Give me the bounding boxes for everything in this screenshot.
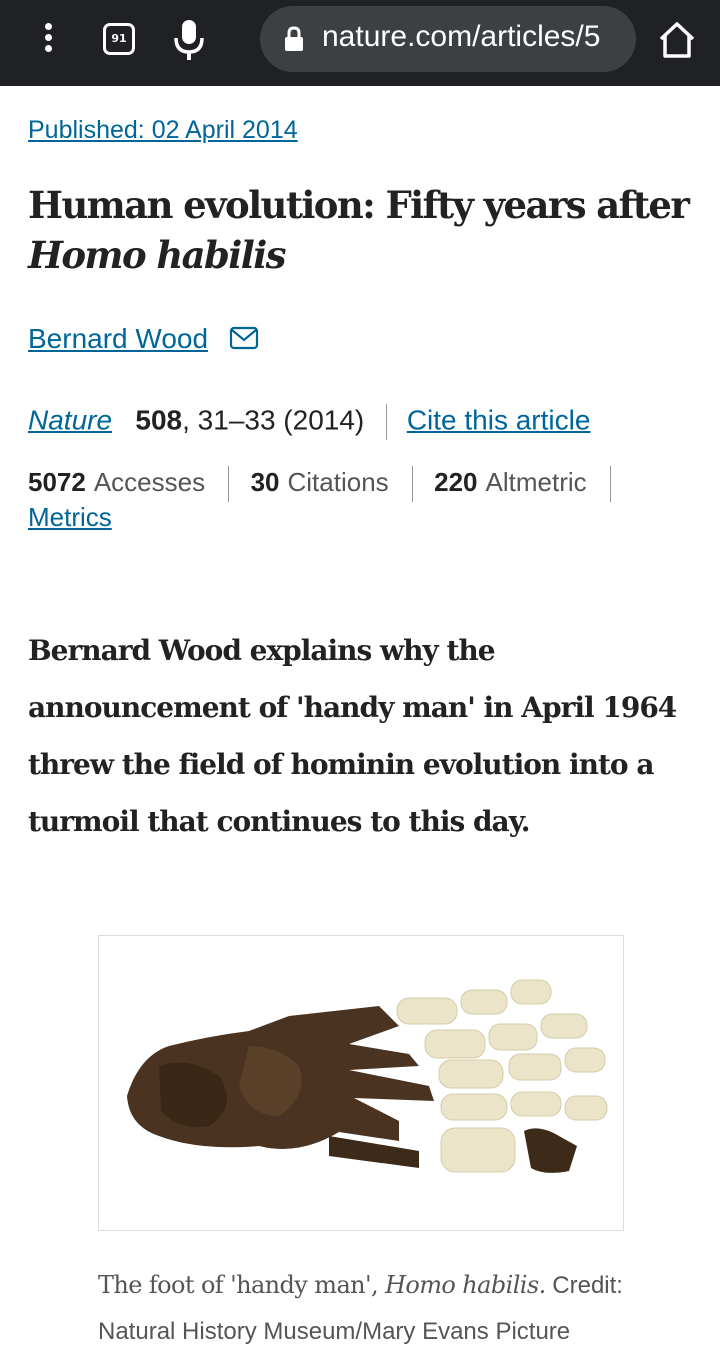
address-bar[interactable] [260, 6, 636, 72]
metrics-link[interactable]: Metrics [28, 502, 112, 532]
url-text: nature.com/articles/5 [322, 20, 601, 53]
lock-icon [284, 26, 304, 52]
citations-label: Citations [287, 466, 389, 497]
citations-count: 30 [250, 466, 280, 497]
article-title-species: Homo habilis [28, 233, 285, 277]
tab-switcher-button[interactable] [103, 23, 135, 55]
divider [610, 466, 611, 502]
divider [386, 404, 387, 440]
cite-article-link[interactable]: Cite this article [406, 404, 591, 436]
browser-toolbar [0, 0, 720, 86]
metrics-bar [28, 466, 625, 502]
journal-link[interactable]: Nature [28, 404, 113, 436]
figure-caption [98, 1262, 658, 1354]
caption-species: Homo habilis. [385, 1271, 546, 1299]
caption-credit: Credit: Natural History Museum/Mary Evans Picture [98, 1272, 623, 1345]
tab-count: 91 [111, 32, 127, 45]
caption-prefix: The foot of 'handy man', [98, 1271, 386, 1299]
mail-icon[interactable] [229, 326, 259, 350]
microphone-icon[interactable] [172, 18, 206, 62]
menu-icon[interactable] [40, 20, 56, 60]
home-icon[interactable] [656, 20, 698, 60]
author-link[interactable]: Bernard Wood [28, 323, 209, 354]
altmetric-count: 220 [434, 466, 478, 497]
divider [228, 466, 229, 502]
citation-line [28, 404, 590, 440]
divider [412, 466, 413, 502]
article-title [28, 180, 698, 280]
article-title-main: Human evolution: Fifty years after [28, 183, 689, 227]
fossil-foot-image [99, 936, 623, 1230]
accesses-count: 5072 [28, 466, 86, 497]
page-range: , 31–33 (2014) [182, 404, 365, 436]
standfirst: Bernard Wood explains why the announcement of 'handy man' in April 1964 threw the field of hominin evolution into a turmoil that continues to this day. [28, 634, 677, 838]
altmetric-label: Altmetric [485, 466, 587, 497]
figure-image[interactable] [98, 935, 624, 1231]
accesses-label: Accesses [93, 466, 206, 497]
published-date-link[interactable]: Published: 02 April 2014 [28, 116, 298, 144]
volume-number: 508 [135, 404, 183, 436]
